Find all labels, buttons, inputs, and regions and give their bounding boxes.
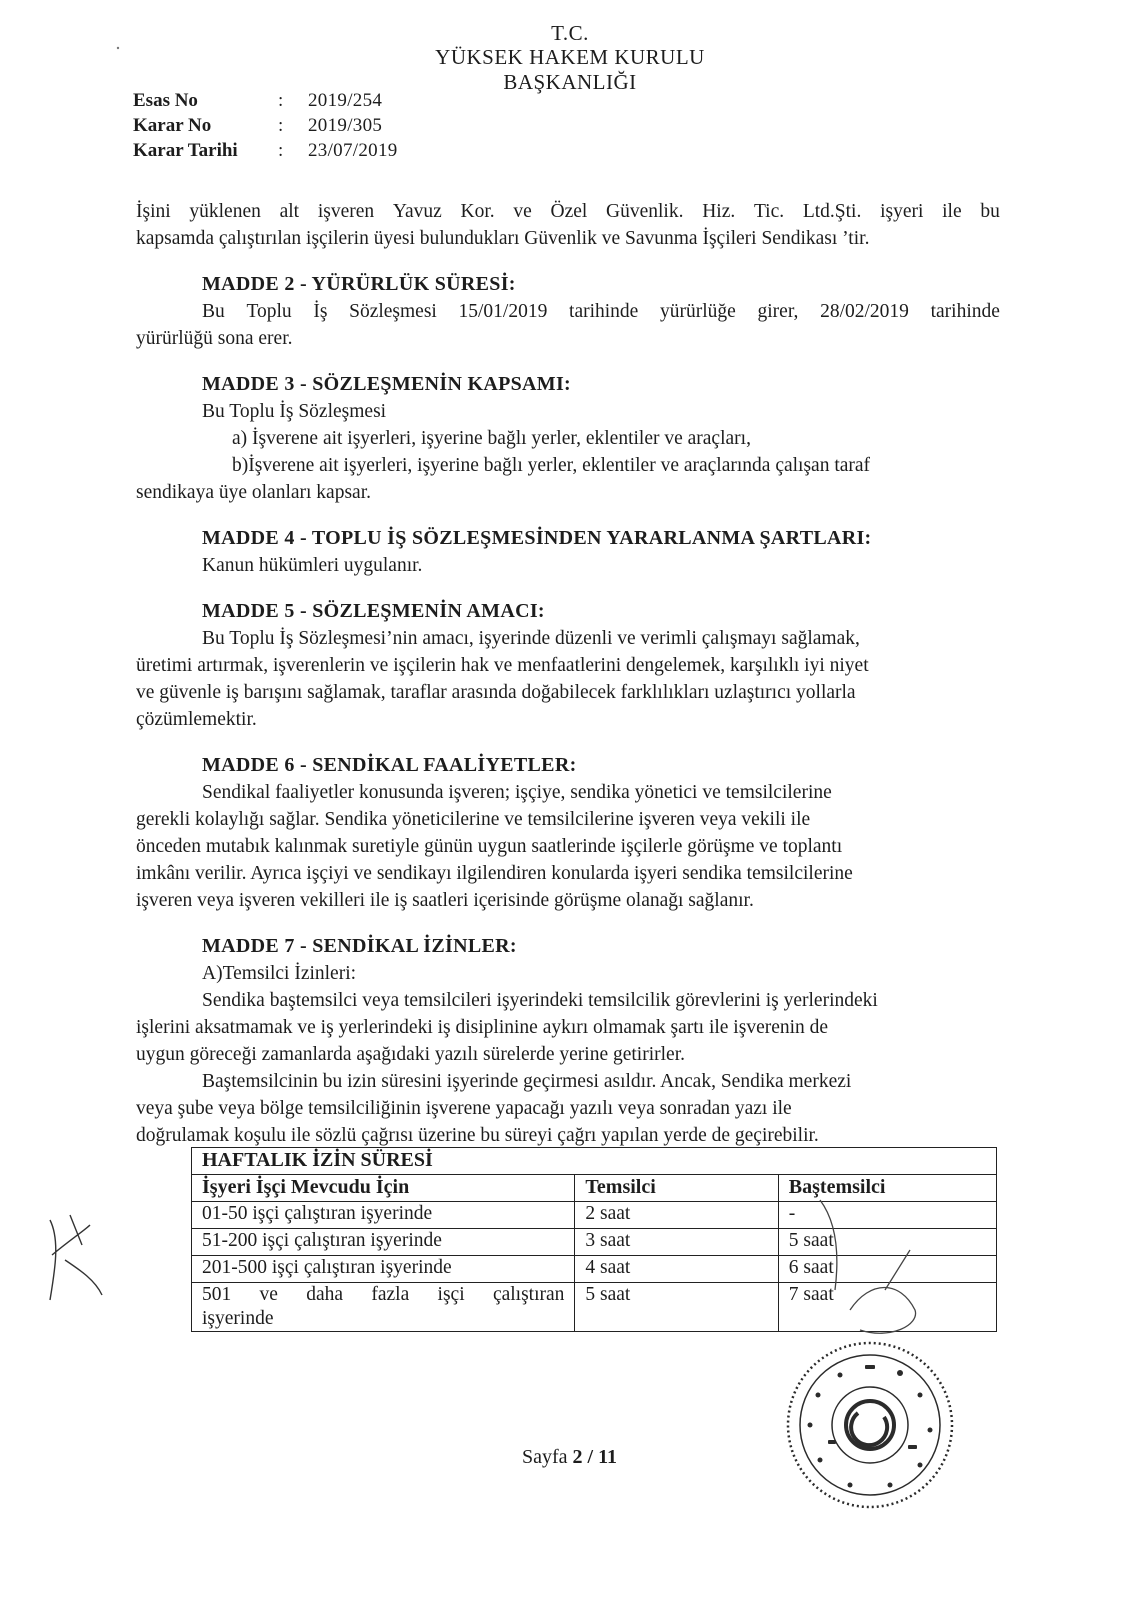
table-cell-line: işyerinde (202, 1308, 274, 1329)
article-5-title: MADDE 5 - SÖZLEŞMENİN AMACI: (202, 600, 545, 622)
table-cell: 6 saat (778, 1256, 996, 1283)
article-4-title: MADDE 4 - TOPLU İŞ SÖZLEŞMESİNDEN YARARLANMA ŞARTLARI: (202, 527, 872, 549)
meta-value: 2019/305 (308, 115, 383, 136)
article-4-line-1: Kanun hükümleri uygulanır. (202, 555, 423, 576)
table-cell: - (778, 1202, 996, 1229)
article-7-p1-line-1: Sendika baştemsilci veya temsilcileri işyerindeki temsilcilik görevlerini iş yerlerindeki (202, 990, 878, 1011)
article-7-title: MADDE 7 - SENDİKAL İZİNLER: (202, 935, 517, 957)
article-2 (136, 270, 1000, 352)
table-cell: 5 saat (778, 1229, 996, 1256)
article-3 (136, 370, 1000, 506)
article-7-p2-line-2: veya şube veya bölge temsilciliğinin işverene yapacağı yazılı veya sonradan yazı ile (136, 1098, 792, 1119)
table-cell-line: 501 ve daha fazla işçi çalıştıran (202, 1284, 565, 1305)
article-6-line-2: gerekli kolaylığı sağlar. Sendika yöneticilerine ve temsilcilerine işveren veya vekili ile (136, 809, 811, 830)
table-cell: 51-200 işçi çalıştıran işyerinde (192, 1229, 575, 1256)
article-5-line-3: ve güvenle iş barışını sağlamak, taraflar arasında doğabilecek farklılıkları uzlaştırıcı yollarla (136, 682, 856, 703)
meta-label: Esas No (133, 90, 198, 111)
article-2-line-2: yürürlüğü sona erer. (136, 328, 293, 349)
article-5-line-4: çözümlemektir. (136, 709, 257, 730)
table-cell (192, 1283, 575, 1332)
article-3-item-b-cont: sendikaya üye olanları kapsar. (136, 482, 371, 503)
official-seal-icon (780, 1335, 960, 1515)
article-3-line-1: Bu Toplu İş Sözleşmesi (202, 401, 387, 422)
article-7-p2-line-1: Baştemsilcinin bu izin süresini işyerinde geçirmesi asıldır. Ancak, Sendika merkezi (202, 1071, 852, 1092)
signature-mark (790, 1190, 930, 1350)
table-cell: 4 saat (575, 1256, 778, 1283)
article-7-p1-line-2: işlerini aksatmamak ve iş yerlerindeki iş disiplinine aykırı olmamak şartı ile işverenin de (136, 1017, 829, 1038)
meta-row-karar: Karar No : 2019/305 (133, 115, 383, 136)
article-3-item-b: b)İşverene ait işyerleri, işyerine bağlı yerler, eklentiler ve araçlarında çalışan taraf (232, 455, 871, 476)
case-metadata (133, 88, 398, 163)
meta-row-tarih: Karar Tarihi : 23/07/2019 (133, 140, 398, 161)
table-header-cell: Baştemsilci (778, 1175, 996, 1202)
article-6 (136, 751, 1000, 914)
scan-speck (115, 45, 121, 51)
table-caption: HAFTALIK İZİN SÜRESİ (192, 1148, 997, 1175)
article-7-p2-line-3: doğrulamak koşulu ile sözlü çağrısı üzerine bu süreyi çağrı yapılan yerde de geçirebilir. (136, 1125, 819, 1146)
table-cell: 3 saat (575, 1229, 778, 1256)
meta-label: Karar No (133, 115, 212, 136)
table-caption-row (192, 1148, 997, 1175)
header-institution: YÜKSEK HAKEM KURULU (435, 45, 705, 69)
article-6-line-3: önceden mutabık kalınmak suretiyle günün uygun saatlerinde işçilerle görüşme ve toplantı (136, 836, 843, 857)
article-7 (136, 932, 1000, 1149)
table-cell: 5 saat (575, 1283, 778, 1332)
table-cell: 201-500 işçi çalıştıran işyerinde (192, 1256, 575, 1283)
page-number: Sayfa 2 / 11 (522, 1446, 617, 1468)
initials-signature-mark (30, 1200, 110, 1310)
article-3-item-a: a) İşverene ait işyerleri, işyerine bağlı yerler, eklentiler ve araçları, (232, 428, 751, 449)
table-cell: 7 saat (778, 1283, 996, 1332)
intro-line-2: kapsamda çalıştırılan işçilerin üyesi bulundukları Güvenlik ve Savunma İşçileri Sendikası ’tir. (136, 228, 870, 249)
article-5 (136, 597, 1000, 733)
intro-line-1: İşini yüklenen alt işveren Yavuz Kor. ve Özel Güvenlik. Hiz. Tic. Ltd.Şti. işyeri ile bu (136, 201, 1000, 222)
article-5-line-2: üretimi artırmak, işverenlerin ve işçilerin hak ve menfaatlerini dengelemek, karşılıklı iyi niyet (136, 655, 869, 676)
table-cell: 2 saat (575, 1202, 778, 1229)
table-cell: 01-50 işçi çalıştıran işyerinde (192, 1202, 575, 1229)
meta-label: Karar Tarihi (133, 140, 238, 161)
header-presidency: BAŞKANLIĞI (503, 70, 637, 94)
article-2-title: MADDE 2 - YÜRÜRLÜK SÜRESİ: (202, 273, 516, 295)
header-tc: T.C. (551, 21, 589, 45)
document-body (136, 198, 1000, 1149)
article-6-line-4: imkânı verilir. Ayrıca işçiyi ve sendikayı ilgilendiren konularda işyeri sendika temsilcilerine (136, 863, 853, 884)
article-6-title: MADDE 6 - SENDİKAL FAALİYETLER: (202, 754, 577, 776)
meta-value: 23/07/2019 (308, 140, 398, 161)
table-header-cell: İşyeri İşçi Mevcudu İçin (192, 1175, 575, 1202)
article-7-p1-line-3: uygun göreceği zamanlarda aşağıdaki yazılı sürelerde yerine getirirler. (136, 1044, 685, 1065)
article-6-line-5: işveren veya işveren vekilleri ile iş saatleri içerisinde görüşme olanağı sağlanır. (136, 890, 754, 911)
article-2-line-1: Bu Toplu İş Sözleşmesi 15/01/2019 tarihinde yürürlüğe girer, 28/02/2019 tarihinde (202, 301, 1000, 322)
article-3-title: MADDE 3 - SÖZLEŞMENİN KAPSAMI: (202, 373, 572, 395)
article-6-line-1: Sendikal faaliyetler konusunda işveren; işçiye, sendika yönetici ve temsilcilerine (202, 782, 832, 803)
meta-value: 2019/254 (308, 90, 383, 111)
article-4 (136, 524, 1000, 579)
article-5-line-1: Bu Toplu İş Sözleşmesi’nin amacı, işyerinde düzenli ve verimli çalışmayı sağlamak, (202, 628, 860, 649)
meta-row-esas: Esas No : 2019/254 (133, 90, 383, 111)
article-7-subtitle: A)Temsilci İzinleri: (202, 963, 357, 984)
table-header-cell: Temsilci (575, 1175, 778, 1202)
